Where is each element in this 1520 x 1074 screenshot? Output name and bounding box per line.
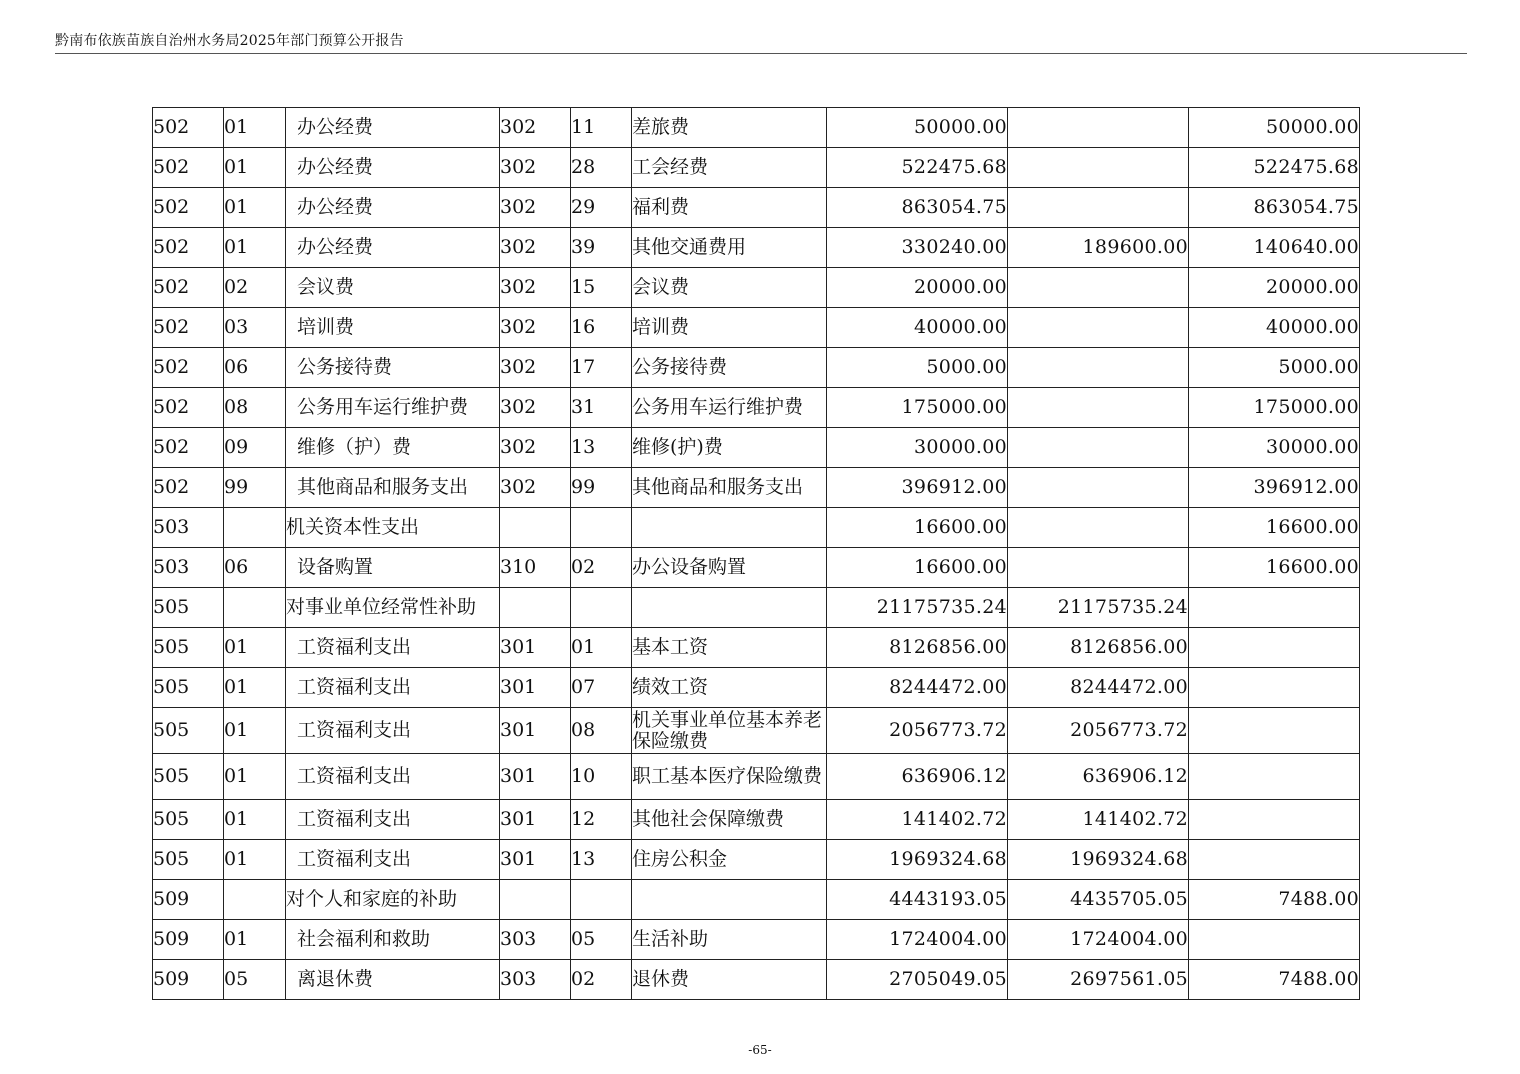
total-amount-cell: 522475.68 [827, 148, 1008, 188]
econ-class-code-cell: 302 [500, 428, 571, 468]
func-subject-name-cell: 社会福利和救助 [286, 920, 500, 960]
total-amount-cell: 50000.00 [827, 108, 1008, 148]
table-row [153, 628, 1360, 668]
project-expenditure-amount-cell [1189, 588, 1360, 628]
func-subject-name-cell: 工资福利支出 [286, 628, 500, 668]
total-amount-cell: 636906.12 [827, 754, 1008, 800]
econ-item-code-cell: 08 [571, 708, 632, 754]
func-subject-name-cell: 公务接待费 [286, 348, 500, 388]
econ-subject-name-cell: 生活补助 [632, 920, 827, 960]
table-row [153, 188, 1360, 228]
basic-expenditure-amount-cell [1008, 188, 1189, 228]
total-amount-cell: 2705049.05 [827, 960, 1008, 1000]
func-item-code-cell: 01 [224, 708, 286, 754]
total-amount-cell: 1724004.00 [827, 920, 1008, 960]
project-expenditure-amount-cell [1189, 840, 1360, 880]
func-class-code-cell: 505 [153, 668, 224, 708]
func-item-code-cell: 01 [224, 840, 286, 880]
econ-item-code-cell: 05 [571, 920, 632, 960]
econ-item-code-cell: 13 [571, 428, 632, 468]
project-expenditure-amount-cell: 16600.00 [1189, 548, 1360, 588]
basic-expenditure-amount-cell: 8244472.00 [1008, 668, 1189, 708]
basic-expenditure-amount-cell [1008, 508, 1189, 548]
econ-subject-name-cell: 公务用车运行维护费 [632, 388, 827, 428]
table-row [153, 920, 1360, 960]
func-class-code-cell: 503 [153, 508, 224, 548]
project-expenditure-amount-cell [1189, 628, 1360, 668]
econ-subject-name-cell: 办公设备购置 [632, 548, 827, 588]
func-class-code-cell: 505 [153, 754, 224, 800]
basic-expenditure-amount-cell [1008, 348, 1189, 388]
econ-item-code-cell [571, 588, 632, 628]
func-class-code-cell: 502 [153, 428, 224, 468]
econ-class-code-cell: 303 [500, 960, 571, 1000]
basic-expenditure-amount-cell: 2056773.72 [1008, 708, 1189, 754]
basic-expenditure-amount-cell: 4435705.05 [1008, 880, 1189, 920]
econ-subject-name-cell: 退休费 [632, 960, 827, 1000]
econ-item-code-cell: 28 [571, 148, 632, 188]
project-expenditure-amount-cell: 522475.68 [1189, 148, 1360, 188]
total-amount-cell: 4443193.05 [827, 880, 1008, 920]
project-expenditure-amount-cell: 396912.00 [1189, 468, 1360, 508]
basic-expenditure-amount-cell [1008, 308, 1189, 348]
econ-class-code-cell: 302 [500, 468, 571, 508]
func-item-code-cell: 01 [224, 148, 286, 188]
func-subject-name-cell: 工资福利支出 [286, 668, 500, 708]
econ-class-code-cell: 301 [500, 708, 571, 754]
func-item-code-cell [224, 588, 286, 628]
project-expenditure-amount-cell: 175000.00 [1189, 388, 1360, 428]
table-row [153, 668, 1360, 708]
project-expenditure-amount-cell: 140640.00 [1189, 228, 1360, 268]
project-expenditure-amount-cell: 863054.75 [1189, 188, 1360, 228]
project-expenditure-amount-cell [1189, 708, 1360, 754]
econ-class-code-cell: 302 [500, 148, 571, 188]
basic-expenditure-amount-cell: 1724004.00 [1008, 920, 1189, 960]
econ-item-code-cell [571, 508, 632, 548]
func-subject-name-cell: 工资福利支出 [286, 840, 500, 880]
project-expenditure-amount-cell [1189, 668, 1360, 708]
basic-expenditure-amount-cell [1008, 428, 1189, 468]
func-subject-name-cell: 其他商品和服务支出 [286, 468, 500, 508]
econ-class-code-cell: 301 [500, 668, 571, 708]
func-class-code-cell: 502 [153, 468, 224, 508]
econ-subject-name-cell: 机关事业单位基本养老保险缴费 [632, 708, 827, 754]
total-amount-cell: 1969324.68 [827, 840, 1008, 880]
econ-class-code-cell: 302 [500, 188, 571, 228]
func-subject-name-cell: 工资福利支出 [286, 754, 500, 800]
table-row [153, 800, 1360, 840]
func-item-code-cell: 01 [224, 108, 286, 148]
econ-subject-name-cell: 基本工资 [632, 628, 827, 668]
econ-class-code-cell: 302 [500, 308, 571, 348]
func-class-code-cell: 509 [153, 880, 224, 920]
econ-subject-name-cell: 住房公积金 [632, 840, 827, 880]
econ-subject-name-cell: 职工基本医疗保险缴费 [632, 754, 827, 800]
econ-class-code-cell: 310 [500, 548, 571, 588]
func-subject-name-cell: 工资福利支出 [286, 800, 500, 840]
basic-expenditure-amount-cell [1008, 468, 1189, 508]
project-expenditure-amount-cell: 5000.00 [1189, 348, 1360, 388]
econ-item-code-cell: 31 [571, 388, 632, 428]
econ-subject-name-cell: 其他商品和服务支出 [632, 468, 827, 508]
func-item-code-cell: 01 [224, 628, 286, 668]
econ-subject-name-cell [632, 588, 827, 628]
func-item-code-cell [224, 880, 286, 920]
header-divider [55, 53, 1467, 54]
table-row [153, 308, 1360, 348]
basic-expenditure-amount-cell [1008, 548, 1189, 588]
func-item-code-cell: 06 [224, 348, 286, 388]
econ-item-code-cell: 29 [571, 188, 632, 228]
basic-expenditure-amount-cell: 141402.72 [1008, 800, 1189, 840]
func-subject-name-cell: 办公经费 [286, 148, 500, 188]
econ-subject-name-cell: 绩效工资 [632, 668, 827, 708]
table-row [153, 708, 1360, 754]
table-row [153, 588, 1360, 628]
econ-class-code-cell [500, 880, 571, 920]
func-subject-name-cell: 办公经费 [286, 108, 500, 148]
func-subject-name-cell: 办公经费 [286, 188, 500, 228]
func-class-code-cell: 505 [153, 840, 224, 880]
func-item-code-cell: 01 [224, 668, 286, 708]
page-number: -65- [748, 1043, 772, 1057]
project-expenditure-amount-cell: 30000.00 [1189, 428, 1360, 468]
func-item-code-cell: 99 [224, 468, 286, 508]
func-class-code-cell: 505 [153, 708, 224, 754]
econ-item-code-cell: 11 [571, 108, 632, 148]
func-subject-name-cell: 离退休费 [286, 960, 500, 1000]
table-row [153, 148, 1360, 188]
func-item-code-cell: 08 [224, 388, 286, 428]
table-row [153, 348, 1360, 388]
total-amount-cell: 16600.00 [827, 508, 1008, 548]
func-class-code-cell: 509 [153, 920, 224, 960]
func-subject-name-cell: 对个人和家庭的补助 [286, 880, 500, 920]
total-amount-cell: 2056773.72 [827, 708, 1008, 754]
table-row [153, 428, 1360, 468]
project-expenditure-amount-cell: 7488.00 [1189, 960, 1360, 1000]
func-subject-name-cell: 设备购置 [286, 548, 500, 588]
econ-item-code-cell: 99 [571, 468, 632, 508]
func-subject-name-cell: 办公经费 [286, 228, 500, 268]
econ-class-code-cell: 301 [500, 800, 571, 840]
total-amount-cell: 40000.00 [827, 308, 1008, 348]
total-amount-cell: 20000.00 [827, 268, 1008, 308]
econ-item-code-cell: 01 [571, 628, 632, 668]
table-row [153, 468, 1360, 508]
func-item-code-cell: 02 [224, 268, 286, 308]
document-header-title: 黔南布依族苗族自治州水务局2025年部门预算公开报告 [55, 33, 404, 49]
func-subject-name-cell: 公务用车运行维护费 [286, 388, 500, 428]
table-row [153, 508, 1360, 548]
func-item-code-cell: 01 [224, 920, 286, 960]
func-class-code-cell: 502 [153, 268, 224, 308]
econ-item-code-cell: 10 [571, 754, 632, 800]
total-amount-cell: 30000.00 [827, 428, 1008, 468]
total-amount-cell: 141402.72 [827, 800, 1008, 840]
func-class-code-cell: 502 [153, 188, 224, 228]
total-amount-cell: 8244472.00 [827, 668, 1008, 708]
econ-subject-name-cell: 会议费 [632, 268, 827, 308]
project-expenditure-amount-cell: 20000.00 [1189, 268, 1360, 308]
func-subject-name-cell: 培训费 [286, 308, 500, 348]
project-expenditure-amount-cell: 16600.00 [1189, 508, 1360, 548]
project-expenditure-amount-cell [1189, 800, 1360, 840]
econ-class-code-cell [500, 588, 571, 628]
table-row [153, 840, 1360, 880]
table-row [153, 268, 1360, 308]
econ-item-code-cell: 12 [571, 800, 632, 840]
econ-class-code-cell: 302 [500, 348, 571, 388]
project-expenditure-amount-cell [1189, 920, 1360, 960]
func-item-code-cell [224, 508, 286, 548]
econ-subject-name-cell [632, 880, 827, 920]
total-amount-cell: 8126856.00 [827, 628, 1008, 668]
table-row [153, 880, 1360, 920]
func-class-code-cell: 505 [153, 588, 224, 628]
project-expenditure-amount-cell: 40000.00 [1189, 308, 1360, 348]
func-class-code-cell: 502 [153, 388, 224, 428]
project-expenditure-amount-cell [1189, 754, 1360, 800]
func-subject-name-cell: 机关资本性支出 [286, 508, 500, 548]
econ-item-code-cell: 39 [571, 228, 632, 268]
func-class-code-cell: 502 [153, 348, 224, 388]
func-class-code-cell: 505 [153, 628, 224, 668]
econ-item-code-cell: 16 [571, 308, 632, 348]
econ-subject-name-cell: 福利费 [632, 188, 827, 228]
econ-subject-name-cell: 其他交通费用 [632, 228, 827, 268]
basic-expenditure-amount-cell [1008, 388, 1189, 428]
econ-class-code-cell: 303 [500, 920, 571, 960]
table-row [153, 754, 1360, 800]
table-row [153, 960, 1360, 1000]
total-amount-cell: 175000.00 [827, 388, 1008, 428]
econ-subject-name-cell [632, 508, 827, 548]
func-class-code-cell: 509 [153, 960, 224, 1000]
total-amount-cell: 5000.00 [827, 348, 1008, 388]
econ-class-code-cell: 301 [500, 754, 571, 800]
func-class-code-cell: 502 [153, 228, 224, 268]
func-item-code-cell: 05 [224, 960, 286, 1000]
econ-class-code-cell: 302 [500, 268, 571, 308]
basic-expenditure-amount-cell: 21175735.24 [1008, 588, 1189, 628]
budget-expenditure-table [152, 107, 1360, 1000]
func-subject-name-cell: 会议费 [286, 268, 500, 308]
econ-class-code-cell: 301 [500, 840, 571, 880]
econ-item-code-cell [571, 880, 632, 920]
econ-class-code-cell: 302 [500, 228, 571, 268]
basic-expenditure-amount-cell [1008, 268, 1189, 308]
econ-class-code-cell: 302 [500, 108, 571, 148]
econ-item-code-cell: 17 [571, 348, 632, 388]
func-item-code-cell: 03 [224, 308, 286, 348]
func-item-code-cell: 01 [224, 754, 286, 800]
basic-expenditure-amount-cell [1008, 108, 1189, 148]
econ-item-code-cell: 02 [571, 960, 632, 1000]
total-amount-cell: 330240.00 [827, 228, 1008, 268]
econ-subject-name-cell: 差旅费 [632, 108, 827, 148]
func-subject-name-cell: 对事业单位经常性补助 [286, 588, 500, 628]
func-item-code-cell: 01 [224, 188, 286, 228]
econ-class-code-cell: 301 [500, 628, 571, 668]
econ-subject-name-cell: 工会经费 [632, 148, 827, 188]
basic-expenditure-amount-cell: 8126856.00 [1008, 628, 1189, 668]
econ-subject-name-cell: 其他社会保障缴费 [632, 800, 827, 840]
econ-subject-name-cell: 公务接待费 [632, 348, 827, 388]
econ-item-code-cell: 07 [571, 668, 632, 708]
econ-item-code-cell: 13 [571, 840, 632, 880]
func-subject-name-cell: 维修（护）费 [286, 428, 500, 468]
basic-expenditure-amount-cell: 189600.00 [1008, 228, 1189, 268]
func-item-code-cell: 09 [224, 428, 286, 468]
total-amount-cell: 16600.00 [827, 548, 1008, 588]
table-row [153, 108, 1360, 148]
func-class-code-cell: 502 [153, 308, 224, 348]
project-expenditure-amount-cell: 7488.00 [1189, 880, 1360, 920]
total-amount-cell: 863054.75 [827, 188, 1008, 228]
basic-expenditure-amount-cell [1008, 148, 1189, 188]
econ-class-code-cell: 302 [500, 388, 571, 428]
func-subject-name-cell: 工资福利支出 [286, 708, 500, 754]
func-class-code-cell: 505 [153, 800, 224, 840]
econ-subject-name-cell: 培训费 [632, 308, 827, 348]
func-class-code-cell: 502 [153, 108, 224, 148]
func-class-code-cell: 503 [153, 548, 224, 588]
basic-expenditure-amount-cell: 1969324.68 [1008, 840, 1189, 880]
project-expenditure-amount-cell: 50000.00 [1189, 108, 1360, 148]
total-amount-cell: 21175735.24 [827, 588, 1008, 628]
basic-expenditure-amount-cell: 636906.12 [1008, 754, 1189, 800]
total-amount-cell: 396912.00 [827, 468, 1008, 508]
econ-item-code-cell: 15 [571, 268, 632, 308]
table-row [153, 228, 1360, 268]
table-row [153, 388, 1360, 428]
econ-item-code-cell: 02 [571, 548, 632, 588]
func-item-code-cell: 01 [224, 800, 286, 840]
func-item-code-cell: 06 [224, 548, 286, 588]
econ-class-code-cell [500, 508, 571, 548]
basic-expenditure-amount-cell: 2697561.05 [1008, 960, 1189, 1000]
econ-subject-name-cell: 维修(护)费 [632, 428, 827, 468]
func-class-code-cell: 502 [153, 148, 224, 188]
func-item-code-cell: 01 [224, 228, 286, 268]
table-row [153, 548, 1360, 588]
